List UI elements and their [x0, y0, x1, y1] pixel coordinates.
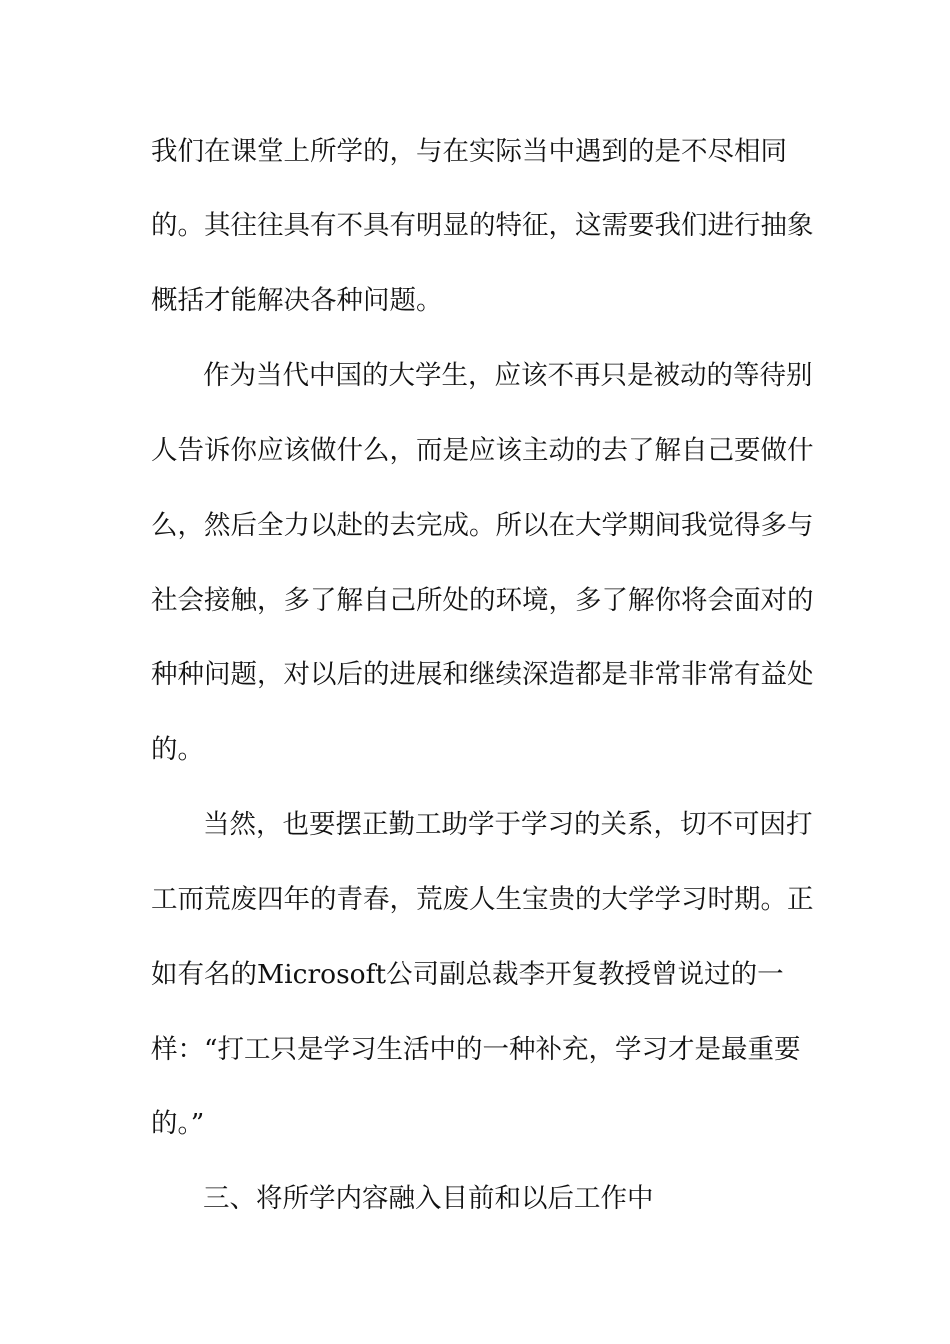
text-line: 种种问题，对以后的进展和继续深造都是非常非常有益处	[151, 659, 814, 690]
text-line: 么，然后全力以赴的去完成。所以在大学期间我觉得多与	[151, 510, 814, 541]
text-line: 样：“打工只是学习生活中的一种补充，学习才是最重要	[151, 1034, 801, 1065]
text-line: 人告诉你应该做什么，而是应该主动的去了解自己要做什	[151, 435, 814, 466]
text-line: 工而荒废四年的青春，荒废人生宝贵的大学学习时期。正	[151, 884, 814, 915]
text-line: 的。”	[151, 1108, 205, 1139]
text-line: 社会接触，多了解自己所处的环境，多了解你将会面对的	[151, 585, 814, 616]
text-line: 的。	[151, 734, 204, 765]
paragraph-first-line: 作为当代中国的大学生，应该不再只是被动的等待别	[203, 360, 813, 391]
paragraph-first-line: 当然，也要摆正勤工助学于学习的关系，切不可因打	[203, 809, 813, 840]
text-line: 的。其往往具有不具有明显的特征，这需要我们进行抽象	[151, 210, 814, 241]
text-line: 我们在课堂上所学的，与在实际当中遇到的是不尽相同	[151, 136, 787, 167]
text-line: 如有名的Microsoft公司副总裁李开复教授曾说过的一	[151, 959, 784, 990]
section-heading: 三、将所学内容融入目前和以后工作中	[203, 1183, 654, 1214]
text-line: 概括才能解决各种问题。	[151, 285, 443, 316]
